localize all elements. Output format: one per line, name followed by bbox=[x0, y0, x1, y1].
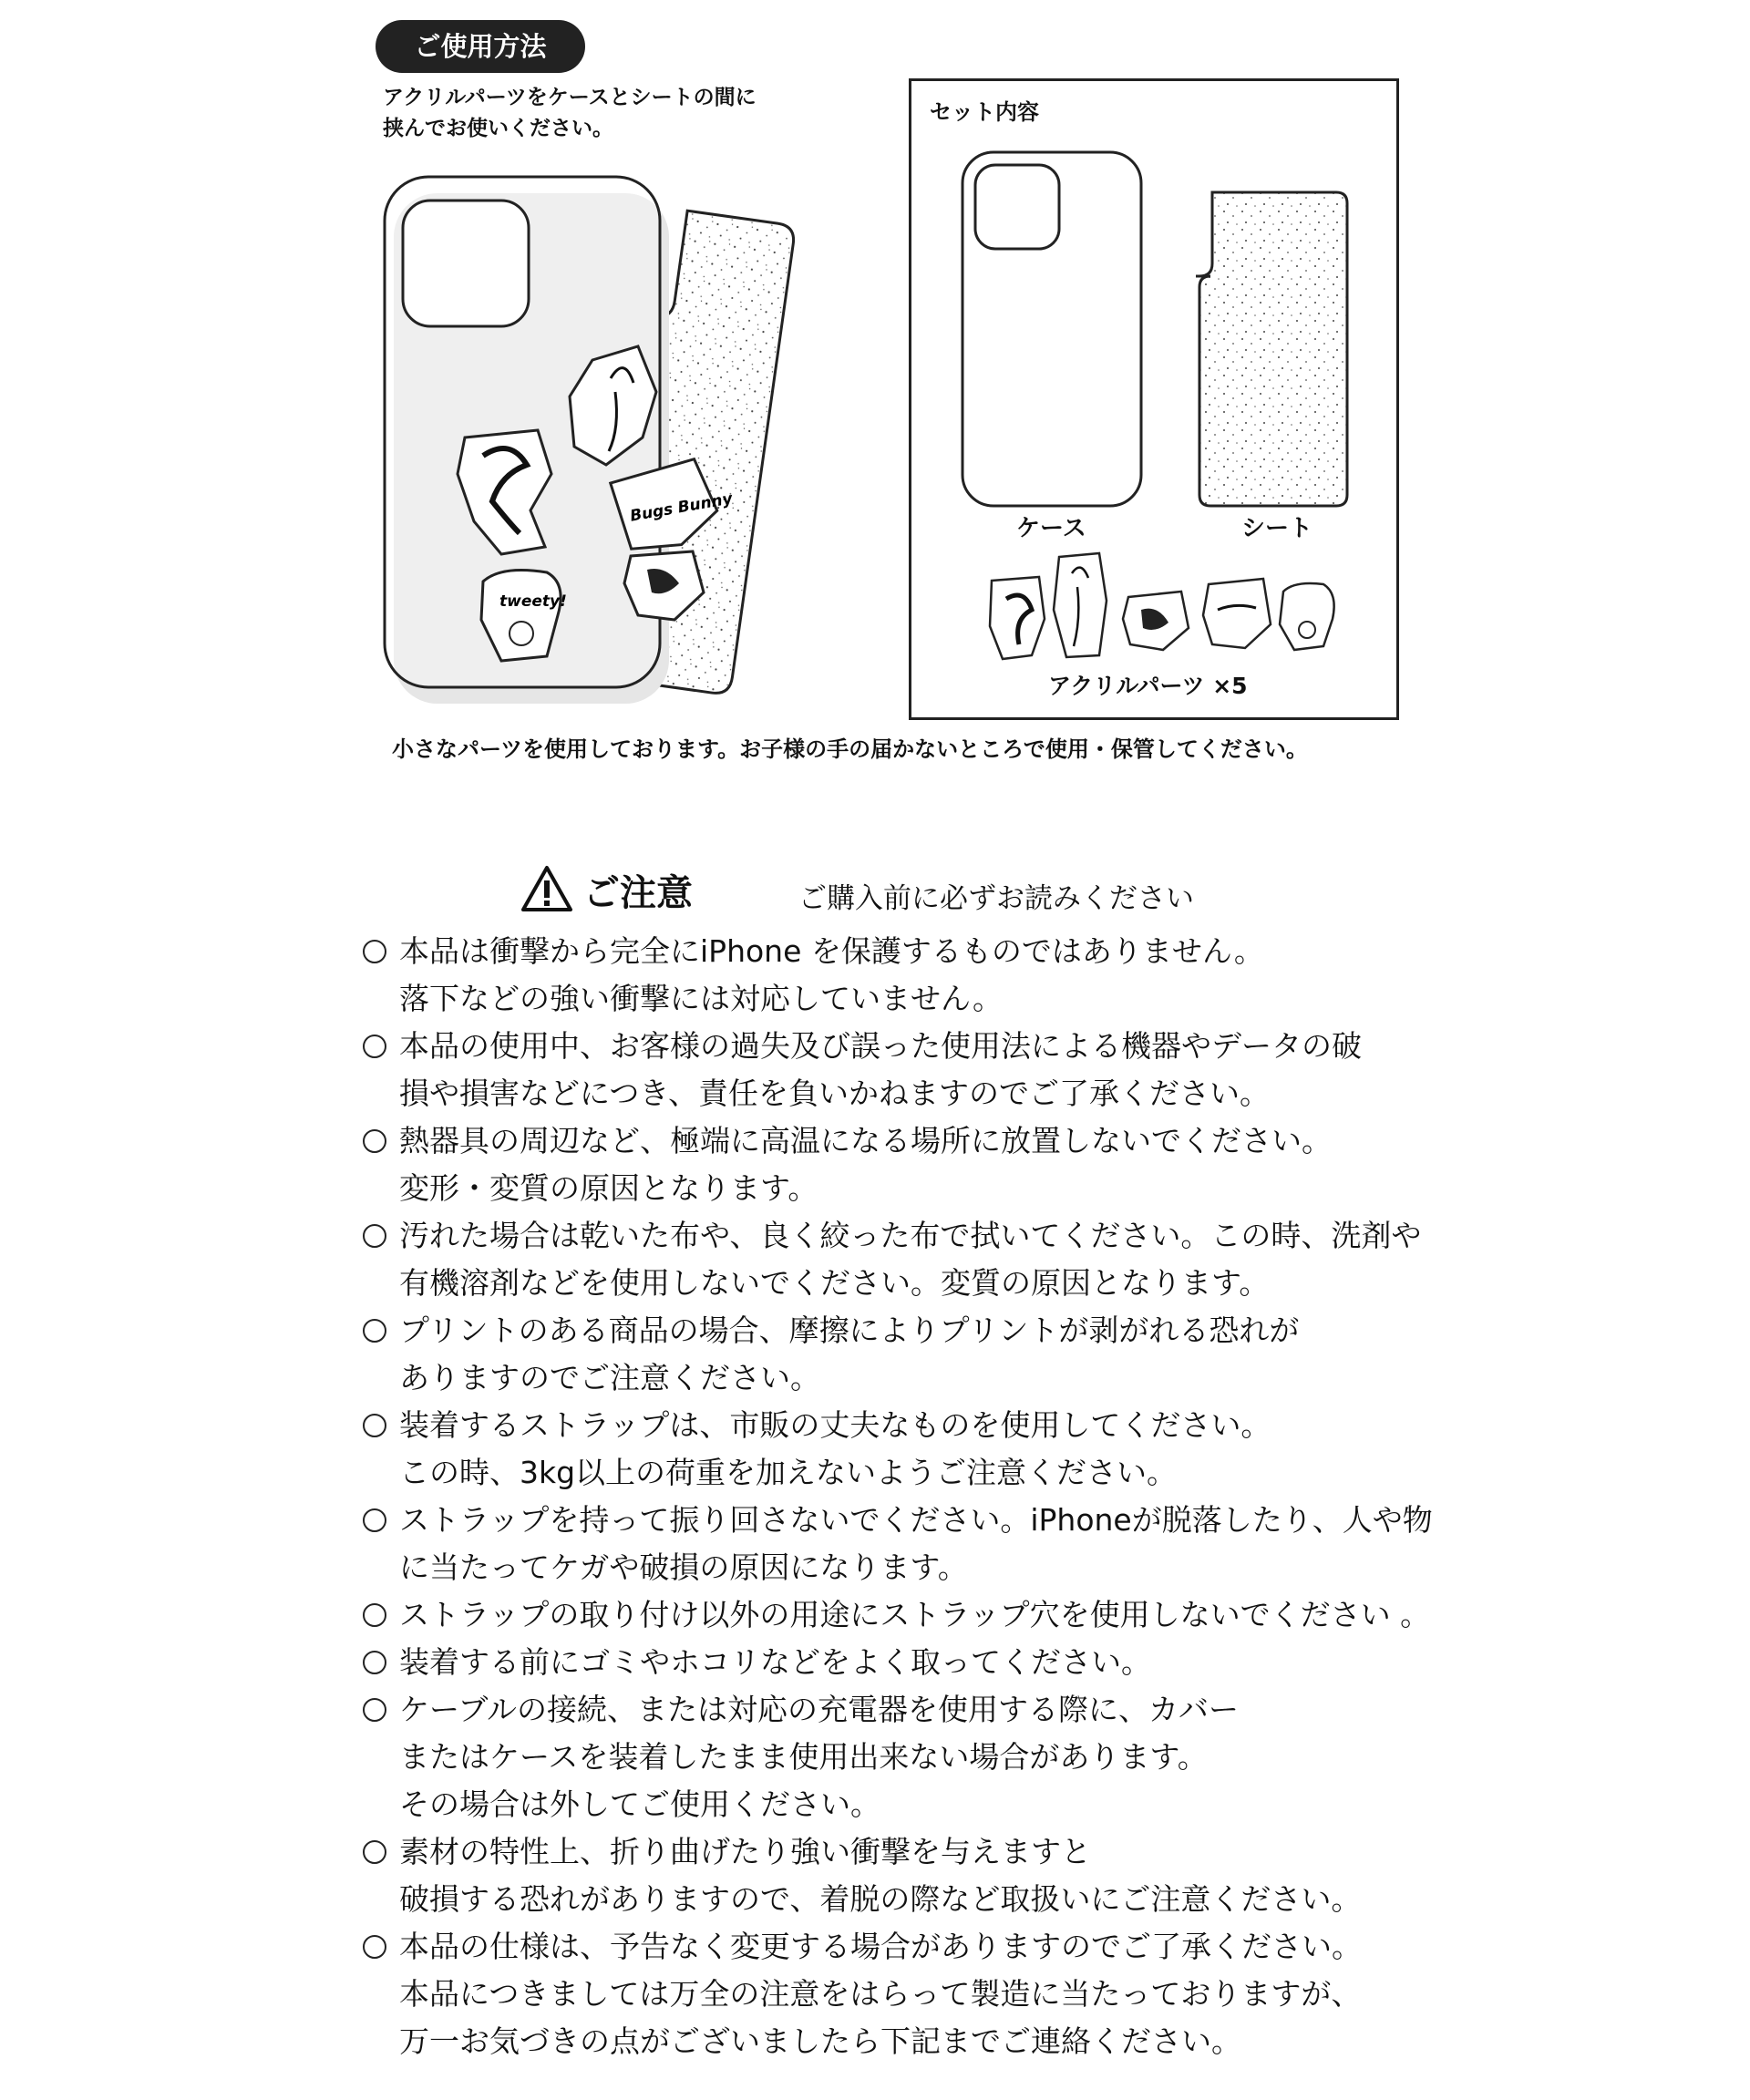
set-acrylic-parts bbox=[990, 553, 1334, 659]
set-part-bugs bbox=[1054, 553, 1107, 657]
caution-item: 素材の特性上、折り曲げたり強い衝撃を与えますと 破損する恐れがありますので、着脱の際など取扱いにご注意ください。 bbox=[361, 1828, 1427, 1923]
usage-instruction-line: 挟んでお使いください。 bbox=[383, 117, 613, 140]
tweety-text: tweety! bbox=[499, 592, 567, 611]
set-parts-label: アクリルパーツ ×5 bbox=[1048, 673, 1248, 699]
caution-list bbox=[361, 928, 1433, 2065]
circle-bullet-icon bbox=[363, 1129, 386, 1153]
warning-icon bbox=[520, 864, 574, 913]
circle-bullet-icon bbox=[363, 1840, 386, 1864]
set-contents-illustration bbox=[911, 81, 1396, 717]
caution-item: 本品の使用中、お客様の過失及び誤った使用法による機器やデータの破 損や損害などにつき、責任を負いかねますのでご了承ください。 bbox=[361, 1023, 1427, 1117]
usage-instruction bbox=[383, 82, 857, 144]
caution-item: ケーブルの接続、または対応の充電器を使用する際に、カバー またはケースを装着したまま使用出来ない場合があります。 その場合は外してご使用ください。 bbox=[361, 1686, 1427, 1828]
circle-bullet-icon bbox=[363, 940, 386, 963]
set-sheet-label: シート bbox=[1241, 515, 1313, 542]
set-part-bugs-bunny-text bbox=[1203, 579, 1271, 648]
assembly-illustration bbox=[365, 164, 875, 711]
circle-bullet-icon bbox=[363, 1224, 386, 1248]
circle-bullet-icon bbox=[363, 1035, 386, 1058]
small-parts-warning: 小さなパーツを使用しております。お子様の手の届かないところで使用・保管してください。 bbox=[392, 736, 1308, 762]
circle-bullet-icon bbox=[363, 1508, 386, 1532]
caution-item: 本品は衝撃から完全にiPhone を保護するものではありません。 落下などの強い衝撃には対応していません。 bbox=[361, 928, 1427, 1023]
set-part-tweety bbox=[1280, 583, 1334, 650]
caution-item: 装着する前にゴミやホコリなどをよく取ってください。 bbox=[361, 1639, 1427, 1686]
caution-subtitle: ご購入前に必ずお読みください bbox=[798, 882, 1194, 915]
caution-item: ストラップの取り付け以外の用途にストラップ穴を使用しないでください 。 bbox=[361, 1591, 1427, 1639]
circle-bullet-icon bbox=[363, 1698, 386, 1722]
set-case-camera-cutout bbox=[975, 165, 1059, 249]
caution-item: 装着するストラップは、市販の丈夫なものを使用してください。 この時、3kg以上の荷重を加えないようご注意ください。 bbox=[361, 1402, 1427, 1497]
caution-item: プリントのある商品の場合、摩擦によりプリントが剥がれる恐れが ありますのでご注意ください。 bbox=[361, 1307, 1427, 1402]
bugs-bunny-text: Bugs Bunny bbox=[628, 489, 735, 526]
caution-item: 熱器具の周辺など、極端に高温になる場所に放置しないでください。 変形・変質の原因となります。 bbox=[361, 1117, 1427, 1212]
caution-item: ストラップを持って振り回さないでください。iPhoneが脱落したり、人や物 に当たってケガや破損の原因になります。 bbox=[361, 1497, 1427, 1591]
circle-bullet-icon bbox=[363, 1651, 386, 1674]
caution-item: 汚れた場合は乾いた布や、良く絞った布で拭いてください。この時、洗剤や 有機溶剤などを使用しないでください。変質の原因となります。 bbox=[361, 1212, 1427, 1307]
usage-instruction-line: アクリルパーツをケースとシートの間に bbox=[383, 86, 757, 109]
set-sheet-illustration bbox=[1196, 192, 1347, 506]
circle-bullet-icon bbox=[363, 1414, 386, 1437]
circle-bullet-icon bbox=[363, 1935, 386, 1959]
camera-cutout bbox=[403, 201, 529, 326]
caution-item: 本品の仕様は、予告なく変更する場合がありますのでご了承ください。 本品につきましては万全の注意をはらって製造に当たっておりますが、 万一お気づきの点がございましたら下記までご連絡ください。 bbox=[361, 1923, 1427, 2065]
usage-badge: ご使用方法 bbox=[376, 20, 585, 73]
set-part-roadrunner bbox=[990, 577, 1045, 659]
caution-title: ご注意 bbox=[583, 872, 693, 914]
set-case-label: ケース bbox=[1016, 515, 1086, 542]
circle-bullet-icon bbox=[363, 1603, 386, 1627]
caution-header bbox=[520, 864, 1194, 919]
set-contents-box bbox=[909, 78, 1399, 720]
set-contents-title: セット内容 bbox=[930, 99, 1039, 125]
circle-bullet-icon bbox=[363, 1319, 386, 1343]
